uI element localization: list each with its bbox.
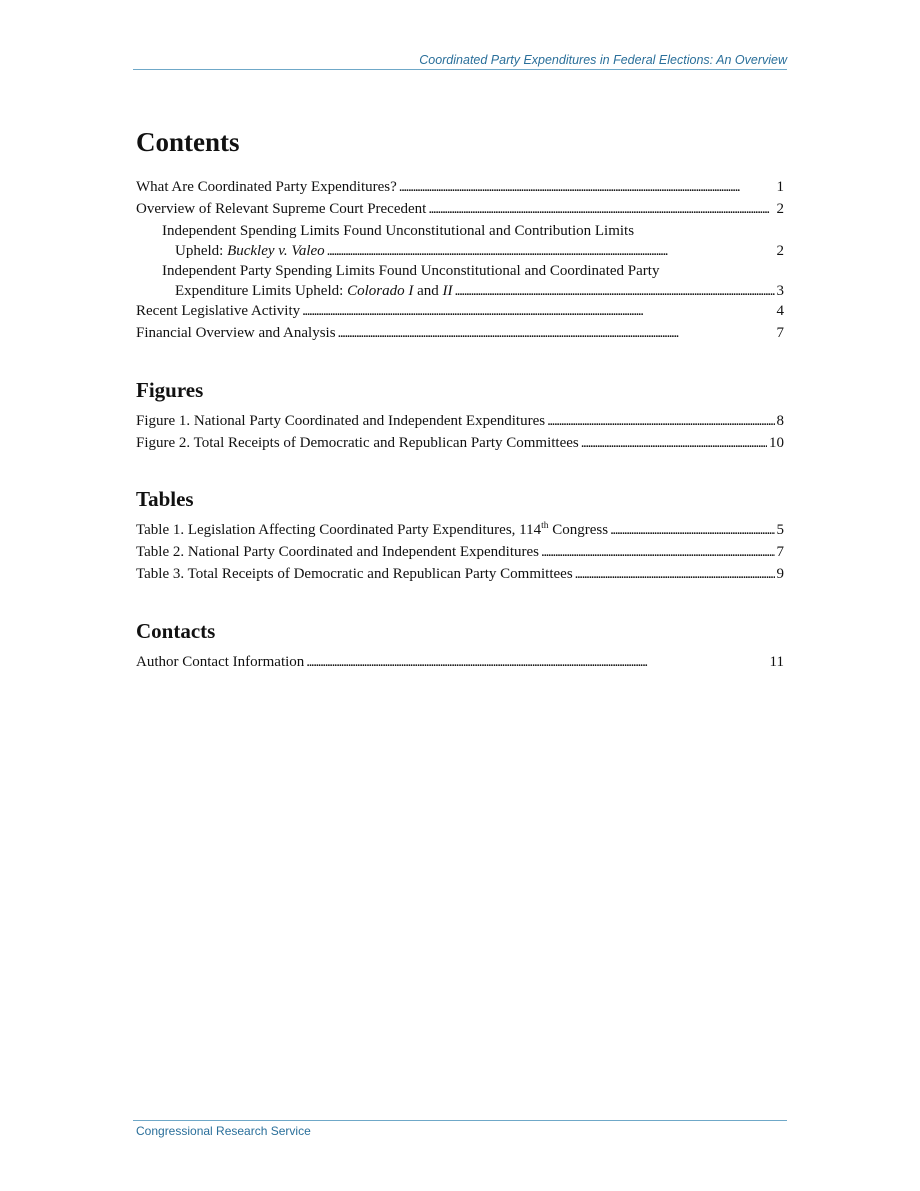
toc-entry-page: 3 — [776, 282, 784, 299]
toc-entry[interactable] — [136, 200, 784, 220]
tables-heading: Tables — [136, 487, 194, 511]
toc-entry[interactable] — [136, 565, 784, 585]
label-suffix: Congress — [548, 522, 609, 538]
label-prefix: Table 1. Legislation Affecting Coordinated Party Expenditures, 114 — [136, 522, 542, 538]
dot-leader — [327, 242, 775, 262]
dot-leader — [581, 434, 767, 454]
running-header-title: Coordinated Party Expenditures in Federal Elections: An Overview — [419, 53, 787, 67]
figures-heading: Figures — [136, 377, 204, 402]
toc-entry[interactable] — [136, 324, 784, 344]
toc-entry-page: 9 — [776, 566, 784, 582]
toc-entry-label: Author Contact Information — [136, 653, 305, 670]
contents-list — [136, 178, 784, 344]
contacts-section — [136, 615, 784, 673]
label-prefix: Expenditure Limits Upheld: — [175, 282, 348, 299]
toc-entry-label: Recent Legislative Activity — [136, 303, 301, 319]
dot-leader — [541, 543, 774, 563]
toc-subentry-label — [175, 282, 453, 302]
case-name: Buckley v. Valeo — [227, 242, 325, 259]
toc-entry-page: 10 — [769, 434, 784, 451]
dot-leader — [338, 324, 775, 344]
dot-leader — [428, 200, 774, 220]
toc-entry-page: 4 — [776, 303, 784, 319]
toc-entry-page: 8 — [776, 412, 784, 429]
dot-leader — [547, 412, 774, 432]
toc-entry[interactable] — [136, 412, 784, 432]
toc-entry-page: 7 — [776, 325, 784, 341]
toc-entry-page: 7 — [776, 544, 784, 560]
toc-entry-label: Table 2. National Party Coordinated and Independent Expenditures — [136, 544, 540, 560]
running-header — [133, 52, 787, 70]
toc-entry[interactable] — [136, 653, 784, 673]
toc-page-content — [136, 120, 784, 675]
dot-leader — [610, 521, 774, 541]
figures-section — [136, 374, 784, 454]
toc-subentry-line1: Independent Party Spending Limits Found Unconstitutional and Coordinated Party — [162, 263, 660, 279]
toc-entry-label: What Are Coordinated Party Expenditures? — [136, 179, 397, 195]
toc-entry[interactable] — [136, 302, 784, 322]
toc-subentry-label — [175, 242, 325, 262]
toc-entry-page: 1 — [776, 179, 784, 195]
dot-leader — [399, 178, 775, 198]
toc-entry-label: Financial Overview and Analysis — [136, 325, 336, 341]
toc-entry-label: Figure 2. Total Receipts of Democratic and Republican Party Committees — [136, 434, 579, 451]
toc-entry-page: 5 — [776, 522, 784, 538]
contents-heading: Contents — [136, 127, 240, 157]
dot-leader — [575, 565, 775, 585]
dot-leader — [306, 653, 767, 673]
toc-subentry-line1: Independent Spending Limits Found Unconstitutional and Contribution Limits — [162, 223, 635, 239]
toc-entry-page: 2 — [776, 242, 784, 259]
running-footer — [133, 1120, 787, 1138]
case-name: II — [442, 282, 453, 299]
tables-section — [136, 483, 784, 585]
ordinal-suffix: th — [541, 521, 549, 531]
toc-entry-label: Figure 1. National Party Coordinated and Independent Expenditures — [136, 412, 546, 429]
toc-entry[interactable] — [136, 178, 784, 198]
toc-entry[interactable] — [136, 521, 784, 541]
case-name: Colorado I — [347, 282, 414, 299]
label-prefix: Upheld: — [175, 242, 228, 259]
footer-publisher: Congressional Research Service — [136, 1124, 311, 1138]
toc-subentry-line2 — [162, 242, 784, 262]
toc-subentry-colorado[interactable] — [136, 262, 784, 301]
toc-subentry-buckley[interactable] — [136, 222, 784, 261]
label-conjunction: and — [413, 282, 443, 299]
toc-entry-page: 11 — [769, 653, 784, 670]
toc-entry-label: Table 3. Total Receipts of Democratic and Republican Party Committees — [136, 566, 573, 582]
contacts-heading: Contacts — [136, 618, 216, 643]
dot-leader — [302, 302, 774, 322]
toc-entry-page: 2 — [776, 201, 784, 217]
toc-entry-label: Overview of Relevant Supreme Court Precedent — [136, 201, 427, 217]
toc-subentry-line2 — [162, 282, 784, 302]
toc-entry[interactable] — [136, 434, 784, 454]
toc-entry-label — [136, 521, 608, 541]
toc-entry[interactable] — [136, 543, 784, 563]
dot-leader — [455, 282, 775, 302]
